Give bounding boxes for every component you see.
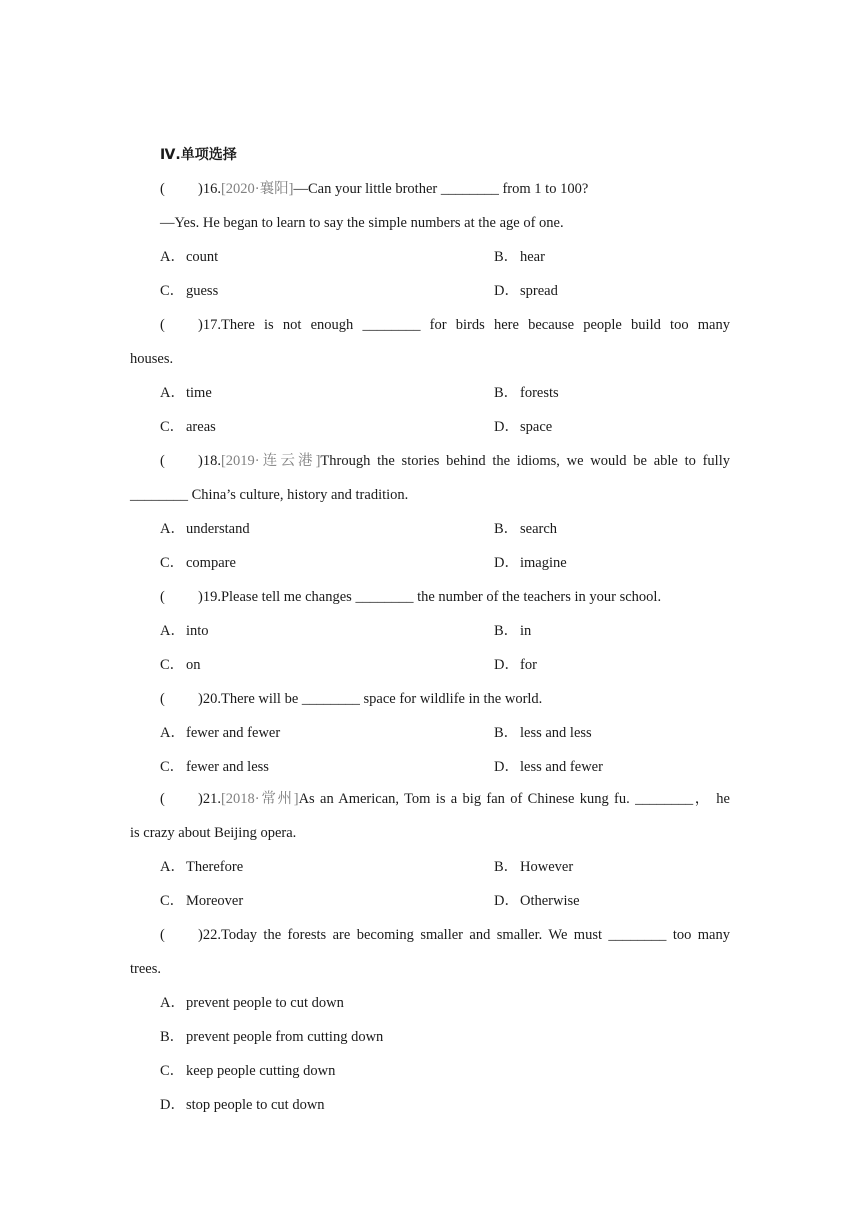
question-source: [2019·连云港] <box>220 453 321 469</box>
option-text: keep people cutting down <box>186 1063 336 1079</box>
question-22-continuation: trees. <box>130 961 161 977</box>
question-stem: As an American, Tom is a big fan of Chinese kung fu. ________， he <box>298 791 730 807</box>
section-title-text: Ⅳ.单项选择 <box>160 147 237 163</box>
option-a[interactable] <box>160 993 344 1013</box>
option-letter: A． <box>160 725 185 741</box>
option-text: count <box>186 249 219 265</box>
option-letter: D． <box>494 657 519 673</box>
option-b[interactable] <box>160 1027 383 1047</box>
answer-blank[interactable]: ( <box>160 691 165 707</box>
option-text: hear <box>520 249 545 265</box>
option-letter: B． <box>494 623 519 639</box>
option-text: on <box>186 657 201 673</box>
option-a[interactable] <box>160 247 218 267</box>
question-21-continuation: is crazy about Beijing opera. <box>130 825 297 841</box>
section-title <box>160 145 237 165</box>
option-letter: B． <box>494 521 519 537</box>
option-text: less and fewer <box>520 759 603 775</box>
question-number: )17. <box>198 317 221 333</box>
question-stem: Today the forests are becoming smaller and smaller. We must ________ too many <box>220 927 730 943</box>
option-d[interactable] <box>160 1095 325 1115</box>
option-letter: C． <box>160 419 185 435</box>
option-text: in <box>520 623 532 639</box>
option-text: for <box>520 657 537 673</box>
question-source: [2020·襄阳] <box>220 181 294 197</box>
option-letter: D． <box>494 555 519 571</box>
option-letter: A． <box>160 859 185 875</box>
option-d[interactable] <box>494 281 558 301</box>
option-letter: D． <box>494 419 519 435</box>
option-letter: D． <box>160 1097 185 1113</box>
option-text: prevent people to cut down <box>186 995 344 1011</box>
option-d[interactable] <box>494 655 537 675</box>
option-letter: C． <box>160 555 185 571</box>
option-letter: C． <box>160 759 185 775</box>
question-stem: There is not enough ________ for birds here because people build too many <box>220 317 730 333</box>
option-text: areas <box>186 419 216 435</box>
option-c[interactable] <box>160 757 269 777</box>
option-text: time <box>186 385 212 401</box>
option-letter: C． <box>160 1063 185 1079</box>
option-text: imagine <box>520 555 567 571</box>
question-20-stem <box>160 689 730 709</box>
option-c[interactable] <box>160 891 243 911</box>
option-a[interactable] <box>160 383 212 403</box>
option-a[interactable] <box>160 621 209 641</box>
question-16-continuation: —Yes. He began to learn to say the simple numbers at the age of one. <box>160 215 564 231</box>
option-text: fewer and fewer <box>186 725 281 741</box>
option-letter: D． <box>494 759 519 775</box>
option-b[interactable] <box>494 857 573 877</box>
option-c[interactable] <box>160 281 218 301</box>
answer-blank[interactable]: ( <box>160 317 165 333</box>
option-b[interactable] <box>494 383 559 403</box>
option-c[interactable] <box>160 655 201 675</box>
option-text: guess <box>186 283 219 299</box>
question-number: )19. <box>198 589 221 605</box>
option-b[interactable] <box>494 723 592 743</box>
question-stem: There will be ________ space for wildlife in the world. <box>220 691 543 707</box>
option-d[interactable] <box>494 757 603 777</box>
question-17-continuation: houses. <box>130 351 174 367</box>
option-a[interactable] <box>160 857 243 877</box>
option-text: compare <box>186 555 236 571</box>
option-text: fewer and less <box>186 759 269 775</box>
option-d[interactable] <box>494 553 567 573</box>
option-text: into <box>186 623 209 639</box>
option-letter: D． <box>494 283 519 299</box>
option-letter: B． <box>160 1029 185 1045</box>
answer-blank[interactable]: ( <box>160 181 165 197</box>
option-c[interactable] <box>160 553 236 573</box>
option-letter: C． <box>160 657 185 673</box>
option-text: search <box>520 521 558 537</box>
option-letter: A． <box>160 249 185 265</box>
option-text: forests <box>520 385 559 401</box>
option-letter: C． <box>160 283 185 299</box>
option-letter: B． <box>494 385 519 401</box>
question-18-stem <box>160 451 730 471</box>
question-number: )16. <box>198 181 221 197</box>
option-letter: A． <box>160 995 185 1011</box>
option-letter: B． <box>494 249 519 265</box>
option-text: understand <box>186 521 250 537</box>
option-a[interactable] <box>160 723 280 743</box>
option-d[interactable] <box>494 891 580 911</box>
option-text: prevent people from cutting down <box>186 1029 384 1045</box>
option-text: Otherwise <box>520 893 580 909</box>
answer-blank[interactable]: ( <box>160 791 165 807</box>
question-stem: Please tell me changes ________ the number of the teachers in your school. <box>220 589 662 605</box>
option-letter: A． <box>160 623 185 639</box>
option-letter: A． <box>160 521 185 537</box>
question-stem: Through the stories behind the idioms, we would be able to fully <box>320 453 730 469</box>
option-c[interactable] <box>160 1061 335 1081</box>
answer-blank[interactable]: ( <box>160 589 165 605</box>
answer-blank[interactable]: ( <box>160 927 165 943</box>
option-d[interactable] <box>494 417 552 437</box>
option-text: less and less <box>520 725 592 741</box>
option-letter: A． <box>160 385 185 401</box>
question-19-stem <box>160 587 730 607</box>
option-letter: B． <box>494 859 519 875</box>
question-18-continuation: ________ China’s culture, history and tradition. <box>130 487 409 503</box>
option-a[interactable] <box>160 519 250 539</box>
option-c[interactable] <box>160 417 216 437</box>
question-number: )21. <box>198 791 221 807</box>
option-b[interactable] <box>494 247 545 267</box>
question-number: )18. <box>198 453 221 469</box>
question-17-stem <box>160 315 730 335</box>
question-21-stem <box>160 789 730 809</box>
option-text: Therefore <box>186 859 244 875</box>
option-b[interactable] <box>494 621 531 641</box>
question-16-stem <box>160 179 730 199</box>
option-text: spread <box>520 283 558 299</box>
option-letter: B． <box>494 725 519 741</box>
option-text: space <box>520 419 553 435</box>
option-text: However <box>520 859 574 875</box>
question-number: )22. <box>198 927 221 943</box>
option-b[interactable] <box>494 519 557 539</box>
question-number: )20. <box>198 691 221 707</box>
question-22-stem <box>160 925 730 945</box>
question-stem: —Can your little brother ________ from 1 to 100? <box>293 181 589 197</box>
option-text: stop people to cut down <box>186 1097 325 1113</box>
answer-blank[interactable]: ( <box>160 453 165 469</box>
question-source: [2018·常州] <box>220 791 299 807</box>
option-letter: D． <box>494 893 519 909</box>
option-text: Moreover <box>186 893 244 909</box>
option-letter: C． <box>160 893 185 909</box>
